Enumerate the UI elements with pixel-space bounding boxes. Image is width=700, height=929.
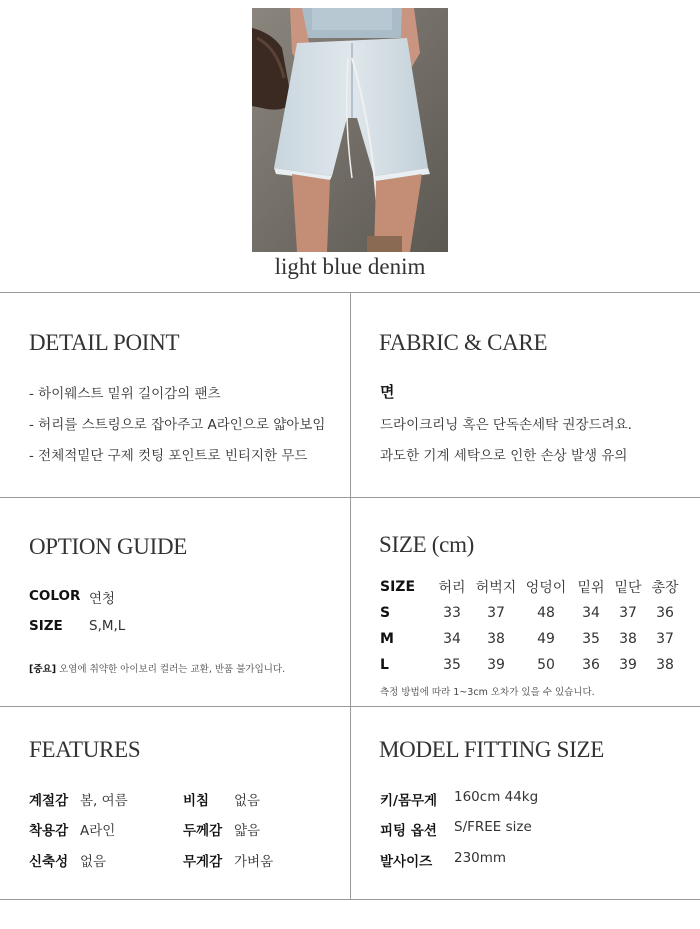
care-line-1: 드라이크리닝 혹은 단독손세탁 권장드려요. <box>380 417 632 433</box>
features-title: FEATURES <box>29 737 141 762</box>
size-chart-note: 측정 방법에 따라 1~3cm 오차가 있을 수 있습니다. <box>380 687 595 698</box>
divider-vertical <box>350 292 351 900</box>
size-cell: 38 <box>619 631 637 647</box>
size-cell: 34 <box>443 631 461 647</box>
size-header-waist: 허리 <box>438 580 466 596</box>
detail-point-title: DETAIL POINT <box>29 330 180 355</box>
size-cell: 35 <box>443 657 461 673</box>
feature-label-thickness: 두께감 <box>183 823 223 839</box>
option-size-label: SIZE <box>29 618 63 634</box>
feature-value-stretch: 없음 <box>80 854 107 870</box>
size-chart-title: SIZE (cm) <box>379 532 475 557</box>
option-note-important: [중요] <box>29 664 57 675</box>
detail-item-2: - 허리를 스트링으로 잡아주고 A라인으로 얇아보임 <box>29 417 326 433</box>
size-row-label: L <box>380 657 389 673</box>
size-cell: 49 <box>537 631 555 647</box>
size-cell: 39 <box>487 657 505 673</box>
size-cell: 38 <box>656 657 674 673</box>
size-cell: 38 <box>487 631 505 647</box>
size-header-size: SIZE <box>380 579 416 595</box>
size-table-row <box>380 600 682 626</box>
size-cell: 37 <box>487 605 505 621</box>
model-value-height-weight: 160cm 44kg <box>454 789 539 805</box>
detail-item-3: - 전체적밑단 구제 컷팅 포인트로 빈티지한 무드 <box>29 448 308 464</box>
feature-label-fit: 착용감 <box>29 823 69 839</box>
model-label-shoe-size: 발사이즈 <box>380 854 433 870</box>
size-header-hem: 밑단 <box>614 580 642 596</box>
size-header-thigh: 허벅지 <box>475 580 517 596</box>
model-label-fitting-option: 피팅 옵션 <box>380 823 437 839</box>
model-fitting-title: MODEL FITTING SIZE <box>379 737 604 762</box>
option-note <box>29 661 285 675</box>
size-cell: 39 <box>619 657 637 673</box>
size-cell: 36 <box>656 605 674 621</box>
size-cell: 34 <box>582 605 600 621</box>
model-label-height-weight: 키/몸무게 <box>380 793 438 809</box>
size-cell: 35 <box>582 631 600 647</box>
size-table-header <box>380 574 682 600</box>
size-cell: 36 <box>582 657 600 673</box>
size-row-label: S <box>380 605 391 621</box>
care-line-2: 과도한 기계 세탁으로 인한 손상 발생 유의 <box>380 448 628 464</box>
feature-value-season: 봄, 여름 <box>80 793 128 809</box>
size-header-length: 총장 <box>651 580 679 596</box>
fabric-care-title: FABRIC & CARE <box>379 330 548 355</box>
size-cell: 33 <box>443 605 461 621</box>
feature-label-stretch: 신축성 <box>29 854 69 870</box>
size-cell: 50 <box>537 657 555 673</box>
feature-label-sheer: 비침 <box>183 793 210 809</box>
feature-value-thickness: 얇음 <box>234 823 261 839</box>
option-color-label: COLOR <box>29 588 81 604</box>
detail-item-1: - 하이웨스트 밑위 길이감의 팬츠 <box>29 386 221 402</box>
feature-label-season: 계절감 <box>29 793 69 809</box>
model-value-shoe-size: 230mm <box>454 850 507 866</box>
denim-shorts-illustration <box>252 8 448 252</box>
color-caption: light blue denim <box>274 254 426 279</box>
feature-value-sheer: 없음 <box>234 793 261 809</box>
size-table-row <box>380 626 682 652</box>
model-value-fitting-option: S/FREE size <box>454 819 532 835</box>
size-cell: 37 <box>656 631 674 647</box>
size-row-label: M <box>380 631 394 647</box>
size-cell: 48 <box>537 605 555 621</box>
product-photo <box>252 8 448 252</box>
feature-label-weight: 무게감 <box>183 854 223 870</box>
size-header-hip: 엉덩이 <box>525 580 567 596</box>
feature-value-fit: A라인 <box>80 823 116 839</box>
size-table-row <box>380 652 682 678</box>
size-cell: 37 <box>619 605 637 621</box>
size-header-rise: 밑위 <box>577 580 605 596</box>
option-guide-title: OPTION GUIDE <box>29 534 188 559</box>
feature-value-weight: 가벼움 <box>234 854 274 870</box>
fabric-material: 면 <box>380 383 395 401</box>
option-note-text: 오염에 취약한 아이보리 컬러는 교환, 반품 불가입니다. <box>59 664 286 675</box>
option-color-value: 연청 <box>89 591 116 607</box>
option-size-value: S,M,L <box>89 618 126 634</box>
size-table <box>380 574 682 678</box>
